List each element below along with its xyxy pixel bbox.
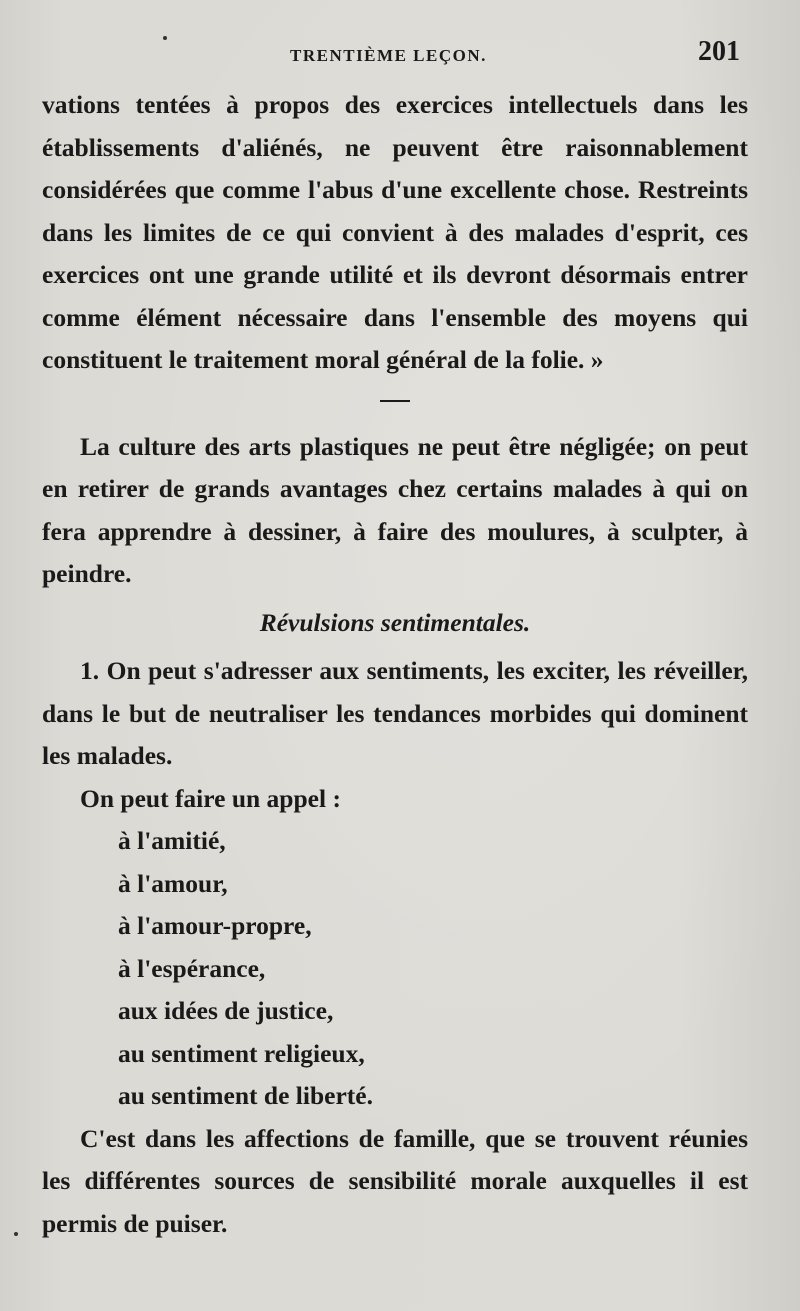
paragraph-appeal-intro: On peut faire un appel : (80, 783, 341, 813)
paragraph-family: C'est dans les affections de famille, que se trouvent réunies les différentes sources de sensibilité morale auxquelles il est permis de puiser. (42, 1123, 748, 1238)
paragraph-continuation: vations tentées à propos des exercices intellectuels dans les établissements d'aliénés, ne peuvent être raisonnablement considérées que comme l'abus d'une excellente chose. Restreints dans les limites de ce qui convient à des malades d'esprit, ces exercices ont une grande utilité et ils devront désormais entrer comme élément nécessaire dans l'ensemble des moyens qui constituent le traitement moral général de la folie. » (42, 90, 748, 374)
list-item: au sentiment religieux, (118, 1038, 365, 1068)
list-item: aux idées de justice, (118, 996, 334, 1025)
appeal-list (42, 820, 748, 1118)
page-number: 201 (698, 36, 740, 67)
list-item: à l'amour-propre, (118, 911, 312, 940)
section-title: Révulsions sentimentales. (259, 607, 531, 637)
section-separator (380, 400, 410, 402)
print-speck (14, 1232, 18, 1236)
list-item: à l'amitié, (118, 826, 226, 855)
page-header (0, 34, 800, 74)
list-item: au sentiment de liberté. (118, 1081, 373, 1110)
paragraph-arts-plastiques: La culture des arts plastiques ne peut être négligée; on peut en retirer de grands avantages chez certains malades à qui on fera apprendre à dessiner, à faire des moulures, à sculpter, à peindre. (42, 431, 748, 588)
body-text (42, 84, 748, 1245)
running-title: TRENTIÈME LEÇON. (290, 46, 487, 65)
list-item: à l'espérance, (118, 953, 266, 983)
list-item: à l'amour, (118, 868, 228, 898)
paragraph-numbered-1: 1. On peut s'adresser aux sentiments, les exciter, les réveiller, dans le but de neutraliser les tendances morbides qui dominent les malades. (42, 656, 748, 770)
